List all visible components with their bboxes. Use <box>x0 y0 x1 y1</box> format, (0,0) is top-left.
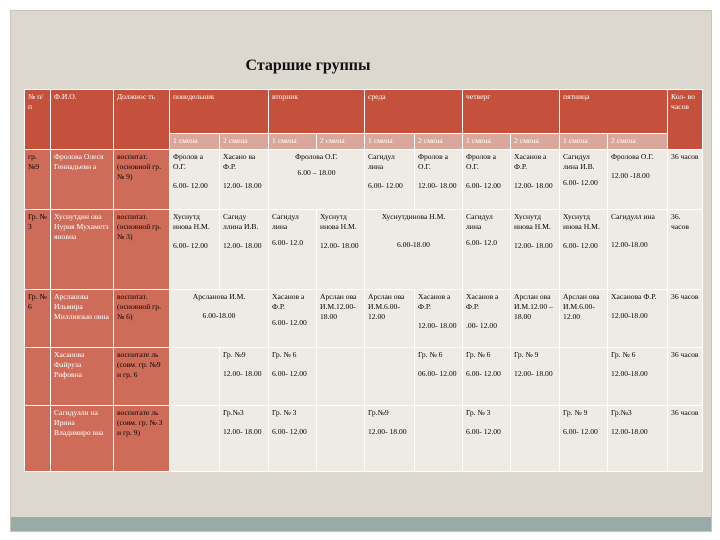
cell-name: Гр. № 3 <box>466 408 491 417</box>
row-num <box>25 348 51 406</box>
schedule-cell <box>365 348 415 406</box>
table-row <box>25 290 703 348</box>
cell-time: 12.00- 18.00 <box>514 181 553 190</box>
schedule-cell <box>560 348 608 406</box>
cell-time: 12.00- 18.00 <box>223 427 262 436</box>
cell-name: Гр. № 6 <box>466 350 491 359</box>
cell-time: 12.00-18.00 <box>611 240 648 249</box>
row-fio: Хасанова Файруза Рифовна <box>51 348 114 406</box>
schedule-cell <box>170 150 220 210</box>
shift-header: 1 смена <box>463 134 511 150</box>
cell-name: Гр. № 6 <box>418 350 443 359</box>
cell-name: Арслан ова И.М. <box>368 292 405 311</box>
schedule-cell <box>608 348 668 406</box>
cell-time: 12.00- 18.00 <box>514 369 553 378</box>
schedule-cell <box>511 406 560 472</box>
cell-time: 6.00- 12.00 <box>563 178 598 187</box>
row-fio: Хуснутдин ова Нурия Мухаметз яновна <box>51 210 114 290</box>
row-num <box>25 406 51 472</box>
header-hours: Кол- во часов <box>668 90 703 150</box>
schedule-cell <box>170 290 269 348</box>
schedule-cell <box>608 290 668 348</box>
schedule-cell <box>317 210 365 290</box>
cell-time: 12.00-18.00 <box>611 427 648 436</box>
row-hours: 36 часов <box>668 150 703 210</box>
schedule-cell <box>608 406 668 472</box>
shift-header: 1 смена <box>170 134 220 150</box>
cell-name: Сагидул лина И.В. <box>563 152 595 171</box>
row-hours: 36 часов <box>668 290 703 348</box>
cell-time: 12.00- 18.00 <box>418 181 457 190</box>
cell-name: Фролов а О.Г. <box>418 152 448 171</box>
schedule-cell <box>463 348 511 406</box>
header-tuesday: вторник <box>269 90 365 134</box>
schedule-cell <box>511 210 560 290</box>
schedule-cell <box>170 210 220 290</box>
cell-name: Хасанова Ф.Р. <box>611 292 657 301</box>
cell-name: Хасанов а Ф.Р. <box>418 292 451 311</box>
row-position: воспитат. (основной гр. № 6) <box>114 290 170 348</box>
header-wednesday: среда <box>365 90 463 134</box>
schedule-cell <box>269 150 365 210</box>
table-row <box>25 406 703 472</box>
cell-time: 12.00- 18.00 <box>320 302 356 321</box>
cell-name: Арслан ова И.М. <box>514 292 551 311</box>
cell-time: 12.00 – 18.00 <box>514 302 553 321</box>
cell-time: 6.00- 12.00 <box>272 318 307 327</box>
row-fio: Арсланова Ильмира Миллиязын овна <box>51 290 114 348</box>
table-row <box>25 150 703 210</box>
cell-name: Гр. № 6 <box>611 350 636 359</box>
cell-time: 12.00- 18.00 <box>368 427 407 436</box>
schedule-cell <box>220 406 269 472</box>
cell-name: Сагидул лина <box>272 212 299 231</box>
cell-name: Хуснутдинова Н.М. <box>381 212 446 221</box>
cell-time: 6.00- 12.0 <box>272 238 304 247</box>
schedule-cell <box>269 406 317 472</box>
cell-name: Сагидул лина <box>368 152 395 171</box>
shift-header: 1 смена <box>269 134 317 150</box>
shift-header: 1 смена <box>365 134 415 150</box>
schedule-cell <box>269 348 317 406</box>
row-hours: 36 часов <box>668 348 703 406</box>
schedule-cell <box>463 290 511 348</box>
schedule-cell <box>415 290 463 348</box>
table-row <box>25 210 703 290</box>
schedule-cell <box>365 406 415 472</box>
cell-name: Фролов а О.Г. <box>173 152 203 171</box>
shift-header: 2 смена <box>415 134 463 150</box>
schedule-cell <box>511 290 560 348</box>
schedule-cell <box>415 406 463 472</box>
schedule-cell <box>317 348 365 406</box>
page-title: Старшие группы <box>245 57 371 74</box>
cell-name: Арсланова И.М. <box>192 292 246 301</box>
schedule-table <box>24 89 703 472</box>
header-monday: понедельник <box>170 90 269 134</box>
cell-time: 6.00- 12.00 <box>272 427 307 436</box>
schedule-cell <box>415 348 463 406</box>
cell-time: 12.00-18.00 <box>611 311 648 320</box>
cell-name: Арслан ова И.М. <box>563 292 600 311</box>
shift-header: 2 смена <box>317 134 365 150</box>
shift-header: 2 смена <box>608 134 668 150</box>
cell-name: Сагиду ллина И.В. <box>223 212 259 231</box>
row-fio: Сагидулли на Ирина Владимиро вна <box>51 406 114 472</box>
schedule-cell <box>269 290 317 348</box>
cell-name: Гр. № 6 <box>272 350 297 359</box>
row-num: Гр. № 3 <box>25 210 51 290</box>
cell-name: Хуснутд инова Н.М. <box>320 212 357 231</box>
cell-time: 12.00- 18.00 <box>514 241 553 250</box>
schedule-cell <box>511 348 560 406</box>
schedule-cell <box>608 210 668 290</box>
cell-time: 6.00- 12.00 <box>368 181 403 190</box>
schedule-cell <box>220 150 269 210</box>
cell-time: 6.00-18.00 <box>397 240 430 249</box>
cell-time: 6.00- 12.00 <box>466 427 501 436</box>
schedule-cell <box>608 150 668 210</box>
cell-time: 6.00- 12.00 <box>563 241 598 250</box>
schedule-cell <box>560 150 608 210</box>
schedule-cell <box>511 150 560 210</box>
schedule-cell <box>415 150 463 210</box>
schedule-cell <box>463 406 511 472</box>
header-fio: Ф.И.О. <box>51 90 114 150</box>
schedule-cell <box>463 150 511 210</box>
cell-time: 12.00-18.00 <box>611 369 648 378</box>
row-position: воспитате ль (совм. гр. №9 и гр. 6 <box>114 348 170 406</box>
cell-time: 12.00- 18.00 <box>223 369 262 378</box>
row-num: гр. №9 <box>25 150 51 210</box>
cell-time: 6.00- 12.00 <box>466 369 501 378</box>
cell-time: 6.00- 12.00 <box>272 369 307 378</box>
cell-name: Гр. №9 <box>223 350 246 359</box>
schedule-cell <box>365 290 415 348</box>
shift-header: 2 смена <box>511 134 560 150</box>
cell-time: 12.00- 18.00 <box>320 241 359 250</box>
schedule-cell <box>170 348 220 406</box>
cell-time: 6.00- 12.00 <box>173 181 208 190</box>
cell-time: 6.00- 12.00 <box>368 302 400 321</box>
cell-time: 6.00- 12.00 <box>563 302 595 321</box>
cell-name: Фролова О.Г. <box>611 152 654 161</box>
row-position: воспитат. (основной гр. № 3) <box>114 210 170 290</box>
cell-time: 6.00 – 18.00 <box>297 168 336 177</box>
cell-time: 12.00- 18.00 <box>223 241 262 250</box>
cell-time: 6.00- 12.00 <box>173 241 208 250</box>
schedule-cell <box>220 348 269 406</box>
schedule-cell <box>317 406 365 472</box>
schedule-cell <box>560 210 608 290</box>
row-hours: 36. часов <box>668 210 703 290</box>
cell-time: 6.00- 12.0 <box>466 238 498 247</box>
header-position: Должнос ть <box>114 90 170 150</box>
cell-name: Хуснутд инова Н.М. <box>173 212 210 231</box>
schedule-cell <box>317 290 365 348</box>
schedule-cell <box>170 406 220 472</box>
cell-name: Хуснутд инова Н.М. <box>514 212 551 231</box>
schedule-cell <box>560 406 608 472</box>
shift-header: 1 смена <box>560 134 608 150</box>
cell-time: 6.00-18.00 <box>202 311 236 320</box>
cell-name: Гр.№3 <box>611 408 632 417</box>
table-row <box>25 348 703 406</box>
cell-name: Фролов а О.Г. <box>466 152 496 171</box>
cell-time: 12.00- 18.00 <box>223 181 262 190</box>
header-friday: пятница <box>560 90 668 134</box>
cell-name: Гр.№9 <box>368 408 389 417</box>
schedule-cell <box>269 210 317 290</box>
cell-time: 06.00- 12.00 <box>418 369 457 378</box>
cell-name: Арслан ова И.М. <box>320 292 357 311</box>
row-position: воспитат. (основной гр. № 9) <box>114 150 170 210</box>
cell-name: Гр. № 9 <box>514 350 539 359</box>
schedule-cell <box>365 150 415 210</box>
cell-name: Хасанов а Ф.Р. <box>272 292 305 311</box>
header-row <box>25 90 703 134</box>
schedule-cell <box>365 210 463 290</box>
cell-time: 6.00- 12.00 <box>563 427 598 436</box>
cell-name: Гр.№3 <box>223 408 244 417</box>
cell-time: 12.00- 18.00 <box>418 321 457 330</box>
shift-header: 2 смена <box>220 134 269 150</box>
cell-time: .00- 12.00 <box>466 321 498 330</box>
cell-name: Сагидулл ина <box>611 212 655 221</box>
cell-name: Хасанов а Ф.Р. <box>466 292 499 311</box>
header-thursday: четверг <box>463 90 560 134</box>
cell-name: Гр. № 9 <box>563 408 588 417</box>
cell-time: 6.00- 12.00 <box>466 181 501 190</box>
cell-name: Фролова О.Г. <box>295 152 338 161</box>
cell-time: 12.00 -18.00 <box>611 171 650 180</box>
schedule-cell <box>220 210 269 290</box>
schedule-cell <box>560 290 608 348</box>
bottom-stripe <box>11 517 711 531</box>
header-num: № п/ п <box>25 90 51 150</box>
row-position: воспитате ль (совм. гр. № 3 и гр. 9) <box>114 406 170 472</box>
row-hours: 36 часов <box>668 406 703 472</box>
row-fio: Фролова Олеся Геннадьевн а <box>51 150 114 210</box>
cell-name: Хасано ва Ф.Р. <box>223 152 256 171</box>
schedule-cell <box>463 210 511 290</box>
cell-name: Хасанов а Ф.Р. <box>514 152 547 171</box>
cell-name: Сагидул лина <box>466 212 493 231</box>
cell-name: Хуснутд инова Н.М. <box>563 212 600 231</box>
row-num: Гр. № 6 <box>25 290 51 348</box>
cell-name: Гр. № 3 <box>272 408 297 417</box>
